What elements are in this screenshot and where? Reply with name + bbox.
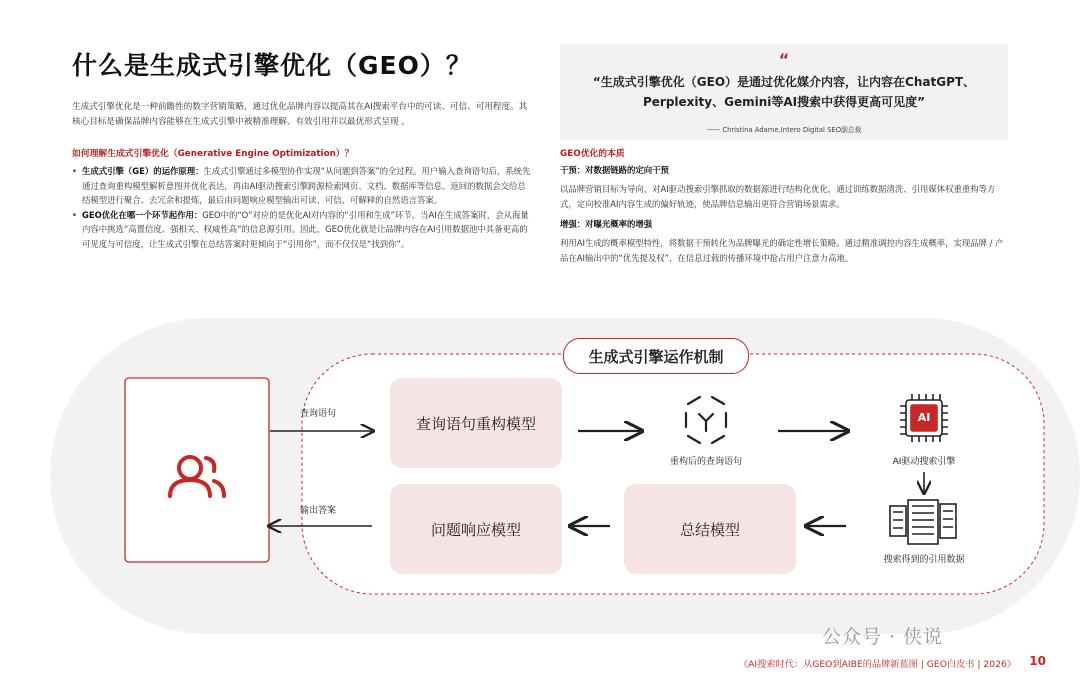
essence-item-title: 增强：对曝光概率的增强 [560,219,653,229]
bullet-label: 生成式引擎（GE）的运作原理： [82,166,204,176]
bullet-text: GEO中的“O”对应的是优化AI对内容的“引用和生成”环节。当AI在生成答案时，会从海量内容中挑选“高置信度、强相关、权威性高”的信息源引用。因此，GEO优化就是让品牌内容在AI引用数据池中具备更高的可见度与可信度，让生成式引擎在总结答案时更倾向于“引用你”，而不仅仅是“找到你”。 [82,209,529,249]
intro-paragraph: 生成式引擎优化是一种前瞻性的数字营销策略，通过优化品牌内容以提高其在AI搜索平台中的可读、可信、可用程度。其核心目标是确保品牌内容能够在生成式引擎中被精准理解、有效引用并以最优形式呈现 。 [72,102,528,127]
quote-mark-icon: “ [778,50,790,69]
response-model-node: 问题响应模型 [390,484,562,574]
quote-text: “生成式引擎优化（GEO）是通过优化媒介内容，让内容在ChatGPT、Perplexity、Gemini等AI搜索中获得更高可见度” [592,75,976,109]
page-title: 什么是生成式引擎优化（GEO）？ [72,51,472,80]
quote-author: —— Christina Adame,Intero Digital SEO副总裁 [706,126,862,134]
essence-item-text: 利用AI生成的概率模型特性，将数据干预转化为品牌曝光的确定性增长策略。通过精准调控内容生成概率，实现品牌 / 产品在AI输出中的“优先提及权”，在信息过载的传播环境中抢占用户注意力高地。 [560,238,1004,263]
ai-chip-label: AI [917,411,931,424]
bullet-item [72,208,532,252]
output-label: 输出答案 [300,506,337,516]
page-number: 10 [1029,654,1046,668]
left-section-heading: 如何理解生成式引擎优化（Generative Engine Optimization）？ [72,149,354,159]
bullet-text: 生成式引擎通过多模型协作实现“从问题到答案”的全过程。用户输入查询语句后，系统先通过查询重构模型解析意图并优化表达，再由AI驱动搜索引擎跨源检索网页、文档、数据库等信息。返回的数据会交给总结模型进行聚合、去冗余和提炼，最后由问题响应模型输出可读、可信、可解释的自然语言答案。 [82,166,531,205]
retrieved-data-caption: 搜索得到的引用数据 [883,555,965,565]
essence-item-text: 以品牌营销目标为导向，对AI驱动搜索引擎抓取的数据源进行结构化优化，通过训练数据清洗、引用媒体权重重构等方式，定向校准AI内容生成的偏好轨迹，使品牌信息输出更符合营销场景需求。 [560,184,996,209]
bullet-body [82,164,532,208]
essence-item-title: 干预：对数据链路的定向干预 [560,165,669,175]
rewritten-query-caption: 重构后的查询语句 [669,457,742,467]
query-label: 查询语句 [300,409,337,419]
bullet-body [82,208,532,252]
summary-model-node: 总结模型 [624,484,796,574]
user-box [125,378,269,562]
bullet-dot-icon: • [72,209,77,220]
right-section-heading: GEO优化的本质 [560,149,625,159]
footer-text: 《AI搜索时代：从GEO到AIBE的品牌新蓝图 | GEO白皮书 | 2026》 [738,659,1016,670]
bullet-item [72,164,532,208]
quote-box [560,44,1008,140]
watermark: 公众号 · 侠说 [822,626,944,648]
query-rewrite-model-node: 查询语句重构模型 [390,378,562,468]
mechanism-title: 生成式引擎运作机制 [563,338,749,374]
ai-search-engine-caption: AI驱动搜索引擎 [892,457,956,467]
bullet-dot-icon: • [72,166,77,176]
bullet-list [72,164,532,251]
bullet-label: GEO优化在哪一个环节起作用： [82,209,203,220]
